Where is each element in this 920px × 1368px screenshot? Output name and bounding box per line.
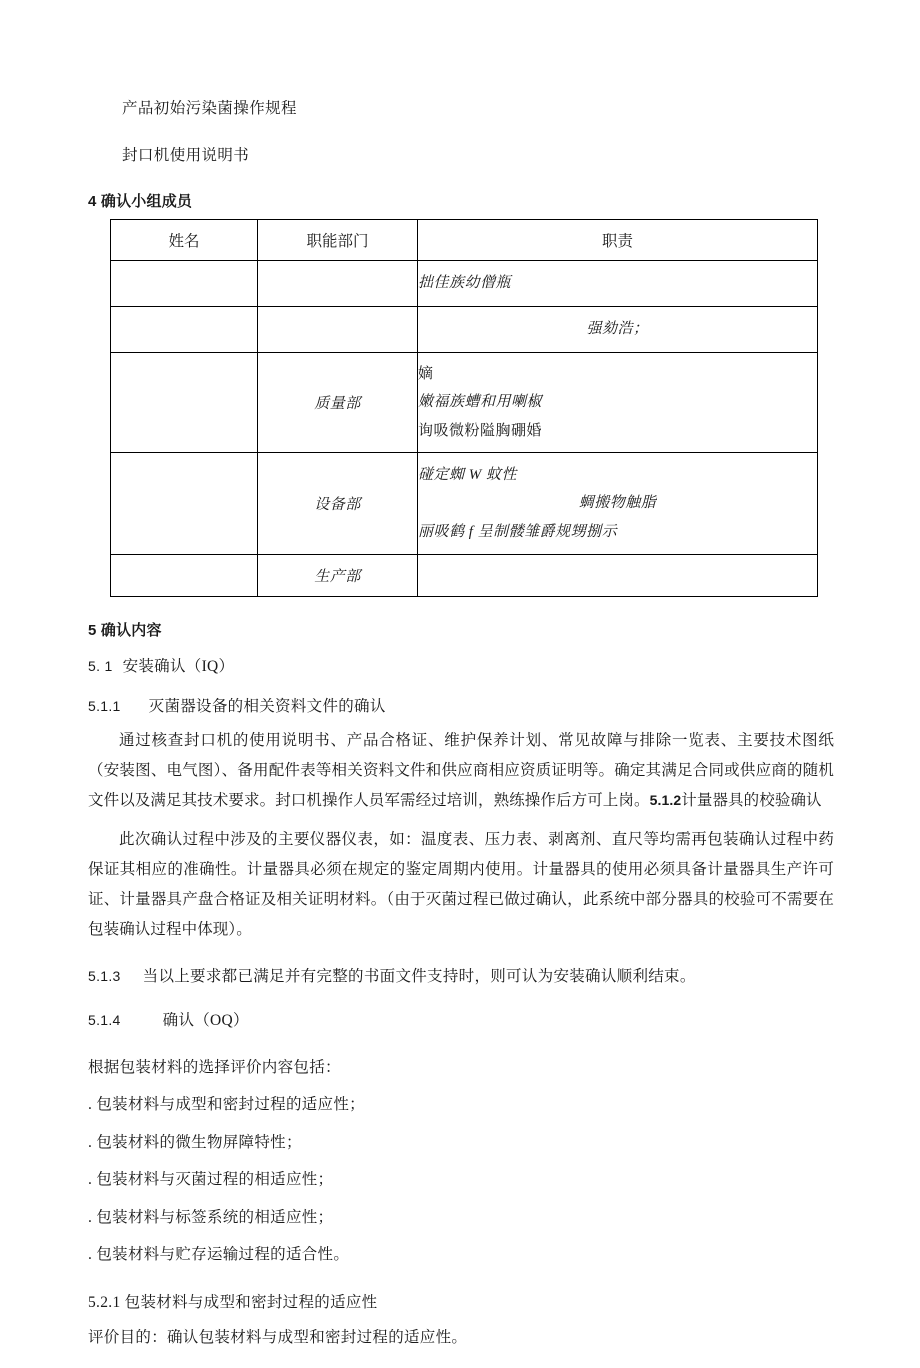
cell-duty (418, 555, 818, 597)
cell-duty (418, 353, 818, 453)
document-content (88, 96, 834, 1368)
column-header-duty: 职责 (418, 220, 818, 261)
cell-name (111, 307, 258, 353)
section-5-1-number: 5. 1 (88, 658, 113, 674)
paragraph-5-1-1-text: 通过核查封口机的使用说明书、产品合格证、维护保养计划、常见故障与排除一览表、主要技术图纸（安装图、电气图）、备用配件表等相关资料文件和供应商相应资质证明等。确定其满足合同或供应商的随机文件以及满足其技术要求。封口机操作人员军需经过培训，熟练操作后方可上岗。 (88, 732, 834, 810)
intro-line-2: 封口机使用说明书 (122, 147, 250, 164)
cell-department: 质量部 (258, 353, 418, 453)
cell-department (258, 307, 418, 353)
section-5-2-1-text: 评价目的：确认包装材料与成型和密封过程的适应性。 (88, 1329, 468, 1347)
section-4-heading: 4 确认小组成员 (88, 193, 193, 210)
cell-duty (418, 307, 818, 353)
duty-line: 询吸微粉隘胸硼婚 (418, 422, 543, 439)
paragraph-5-1-1-body (88, 726, 834, 817)
duty-line: 嫩福族螬和用喇椒 (418, 394, 543, 411)
duty-line: 嫡 (418, 365, 434, 382)
section-5-2-1-heading: 5.2.1 包装材料与成型和密封过程的适应性 (88, 1293, 378, 1311)
section-5-1-1-heading (88, 694, 834, 716)
evaluation-intro: 根据包装材料的选择评价内容包括： (88, 1058, 341, 1076)
section-5-1-4-text: 确认（OQ） (162, 1011, 249, 1029)
evaluation-bullet-5: . 包装材料与贮存运输过程的适合性。 (88, 1246, 350, 1264)
duty-line: 碰定蜘 W 蚊性 (418, 466, 517, 483)
inline-number-5-1-2: 5.1.2 (649, 792, 682, 809)
cell-department (258, 261, 418, 307)
section-5-1-3-text: 当以上要求都已满足并有完整的书面文件支持时，则可认为安装确认顺利结束。 (142, 967, 696, 985)
cell-department: 生产部 (258, 555, 418, 597)
duty-line: 强劾浩； (586, 321, 649, 338)
duty-line: 丽吸鹤 f 呈制髅雏爵规甥捌示 (418, 523, 618, 540)
section-5-1-1-number: 5.1.1 (88, 698, 121, 714)
cell-name (111, 555, 258, 597)
cell-duty (418, 261, 818, 307)
table-row (111, 261, 818, 307)
duty-line: 拙佳族幼僧瓶 (418, 275, 512, 292)
section-5-1-4 (88, 1008, 834, 1030)
section-5-1-1-title: 灭菌器设备的相关资料文件的确认 (148, 698, 386, 715)
section-5-1-3 (88, 964, 834, 986)
table-row (111, 453, 818, 555)
table-row (111, 307, 818, 353)
evaluation-bullet-3: . 包装材料与灭菌过程的相适应性； (88, 1171, 334, 1189)
cell-name (111, 353, 258, 453)
section-5-1-title: 安装确认（IQ） (122, 658, 235, 675)
section-5-1-4-number: 5.1.4 (88, 1011, 121, 1028)
cell-name (111, 261, 258, 307)
table-row (111, 353, 818, 453)
section-5-1-heading (88, 654, 834, 676)
evaluation-bullet-4: . 包装材料与标签系统的相适应性； (88, 1208, 334, 1226)
evaluation-bullet-2: . 包装材料的微生物屏障特性； (88, 1133, 302, 1151)
inline-title-5-1-2: 计量器具的校验确认 (681, 792, 822, 810)
column-header-name: 姓名 (111, 220, 258, 261)
section-5-heading: 5 确认内容 (88, 622, 162, 639)
cell-name (111, 453, 258, 555)
table-header-row (111, 220, 818, 261)
column-header-department: 职能部门 (258, 220, 418, 261)
confirmation-group-members-table (110, 219, 818, 597)
intro-line-1: 产品初始污染菌操作规程 (122, 100, 297, 117)
cell-department: 设备部 (258, 453, 418, 555)
cell-duty (418, 453, 818, 555)
duty-line: 蜩搬物触脂 (578, 495, 657, 512)
section-5-1-3-number: 5.1.3 (88, 967, 121, 984)
evaluation-bullet-1: . 包装材料与成型和密封过程的适应性； (88, 1096, 365, 1114)
paragraph-5-1-2-body: 此次确认过程中涉及的主要仪器仪表，如：温度表、压力表、剥离剂、直尺等均需再包装确认过程中药保证其相应的准确性。计量器具必须在规定的鉴定周期内使用。计量器具的使用必须具备计量器具生产许可证、计量器具产盘合格证及相关证明材料。（由于灭菌过程已做过确认，此系统中部分器具的校验可不需要在包装确认过程中体现）。 (88, 830, 834, 939)
table-row (111, 555, 818, 597)
